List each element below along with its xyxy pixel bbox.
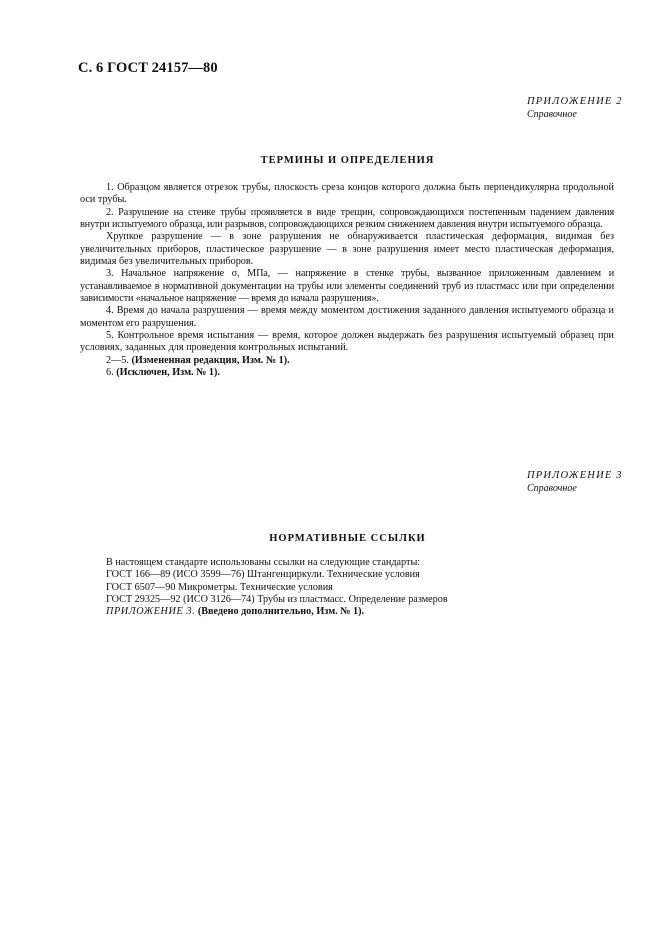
amendment-note-2-prefix: 6. [106,367,114,379]
page-header: С. 6 ГОСТ 24157—80 [78,60,218,76]
term-paragraph-2-brittle: Хрупкое разрушение — в зоне разрушения не обнаруживается пластическая деформация, видимая без увеличительных приборов, пластическое разрушение — в зоне разрушения имеет место пластическая деформация, видимая без увеличительных приборов. [80,231,614,268]
reference-item: ГОСТ 29325—92 (ИСО 3126—74) Трубы из пластмасс. Определение размеров [106,594,448,606]
references-amendment [80,606,614,618]
appendix-2-label [527,95,623,121]
terms-body [80,182,614,380]
references-amendment-appendix: ПРИЛОЖЕНИЕ 3. [106,606,196,618]
term-paragraph-3: 3. Начальное напряжение σ, МПа, — напряжение в стенке трубы, вызванное приложенным давлением и устанавливаемое в нормативной документации на трубы или элементы соединений труб из пластмасс или при определении зависимости «начальное напряжение — время до начала разрушения». [80,268,614,305]
terms-heading: ТЕРМИНЫ И ОПРЕДЕЛЕНИЯ [260,155,435,166]
term-paragraph-5: 5. Контрольное время испытания — время, которое должен выдержать без разрушения испытуемый образец при условиях, заданных для проведения контрольных испытаний. [80,330,614,354]
term-paragraph-4: 4. Время до начала разрушения — время между моментом достижения заданного давления испытуемого образца и моментом его разрушения. [80,305,614,329]
references-heading: НОРМАТИВНЫЕ ССЫЛКИ [269,533,426,544]
amendment-note-2-text: (Исключен, Изм. № 1). [116,367,220,379]
appendix-2-subtitle: Справочное [527,109,577,120]
amendment-note-1 [80,355,614,367]
term-paragraph-1: 1. Образцом является отрезок трубы, плоскость среза концов которого должна быть перпендикулярна продольной оси трубы. [80,182,614,206]
appendix-3-subtitle: Справочное [527,483,577,494]
amendment-note-1-prefix: 2—5. [106,354,129,366]
reference-item: ГОСТ 6507—90 Микрометры. Технические условия [106,581,333,593]
appendix-2-title: ПРИЛОЖЕНИЕ 2 [527,96,623,107]
reference-item: ГОСТ 166—89 (ИСО 3599—76) Штангенциркули. Технические условия [106,569,420,581]
references-body [80,557,614,619]
references-amendment-text: (Введено дополнительно, Изм. № 1). [197,606,365,618]
amendment-note-1-text: (Измененная редакция, Изм. № 1). [131,354,290,366]
references-intro: В настоящем стандарте использованы ссылки на следующие стандарты: [106,557,421,568]
appendix-3-title: ПРИЛОЖЕНИЕ 3 [527,470,623,481]
term-paragraph-2: 2. Разрушение на стенке трубы проявляется в виде трещин, сопровождающихся постепенным падением давления внутри испытуемого образца, или разрывов, сопровождающихся резким снижением давления внутри испытуемого образца. [80,206,614,231]
appendix-3-label [527,469,623,495]
amendment-note-2 [80,367,614,379]
